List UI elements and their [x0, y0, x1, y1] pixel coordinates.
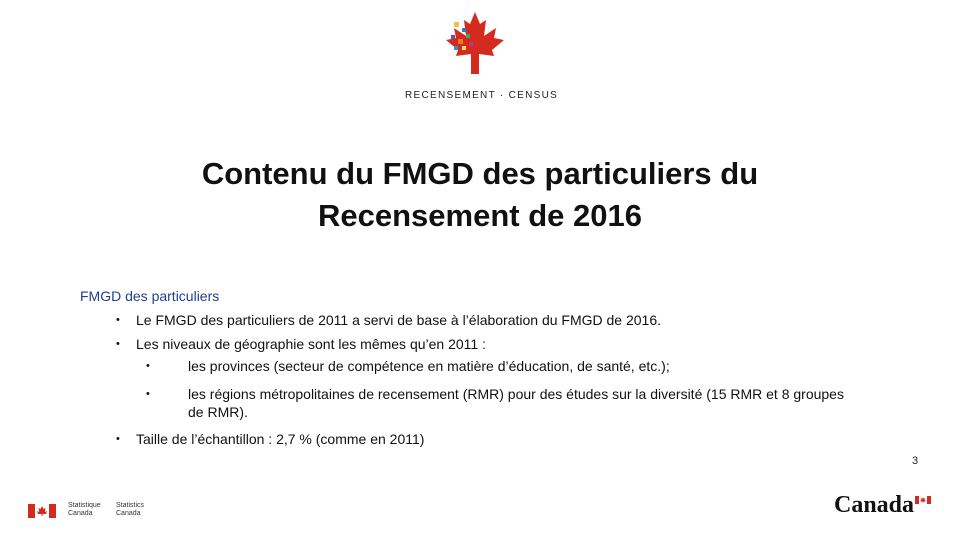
census-wordmark: RECENSEMENT · CENSUS — [405, 90, 559, 101]
bullet-item — [116, 311, 662, 329]
title-line-2: Recensement de 2016 — [318, 198, 642, 233]
bullet-icon: • — [116, 433, 120, 445]
canada-flag-icon — [28, 504, 56, 518]
census-logo — [405, 10, 559, 105]
bullet-item — [116, 430, 425, 448]
statistics-canada-logo — [28, 502, 168, 522]
page-number: 3 — [912, 455, 919, 467]
bullet-text: les régions métropolitaines de recensement (RMR) pour des études sur la diversité (15 RMR et 8 groupes de RMR). — [188, 386, 844, 420]
sub-bullet-item — [146, 357, 670, 375]
canada-flag-icon — [915, 496, 931, 504]
bullet-text: Les niveaux de géographie sont les mêmes qu’en 2011 : — [136, 336, 486, 352]
bullet-item — [116, 335, 486, 353]
slide-title — [120, 153, 840, 237]
bullet-icon: • — [116, 314, 120, 326]
bullet-icon: • — [146, 360, 150, 372]
statcan-name-en: Statistics Canada — [116, 502, 145, 517]
statcan-name-fr: Statistique Canada — [68, 502, 101, 517]
bullet-text: Le FMGD des particuliers de 2011 a servi de base à l’élaboration du FMGD de 2016. — [136, 312, 662, 328]
maple-leaf-icon — [442, 10, 508, 80]
canada-wordmark: Canada — [834, 492, 915, 518]
bullet-text: Taille de l’échantillon : 2,7 % (comme en 2011) — [136, 431, 425, 447]
bullet-icon: • — [146, 388, 150, 400]
bullet-icon: • — [116, 338, 120, 350]
bullet-text: les provinces (secteur de compétence en matière d’éducation, de santé, etc.); — [188, 358, 670, 374]
sub-bullet-item — [146, 385, 848, 421]
title-line-1: Contenu du FMGD des particuliers du — [201, 156, 759, 191]
section-title: FMGD des particuliers — [80, 288, 220, 304]
